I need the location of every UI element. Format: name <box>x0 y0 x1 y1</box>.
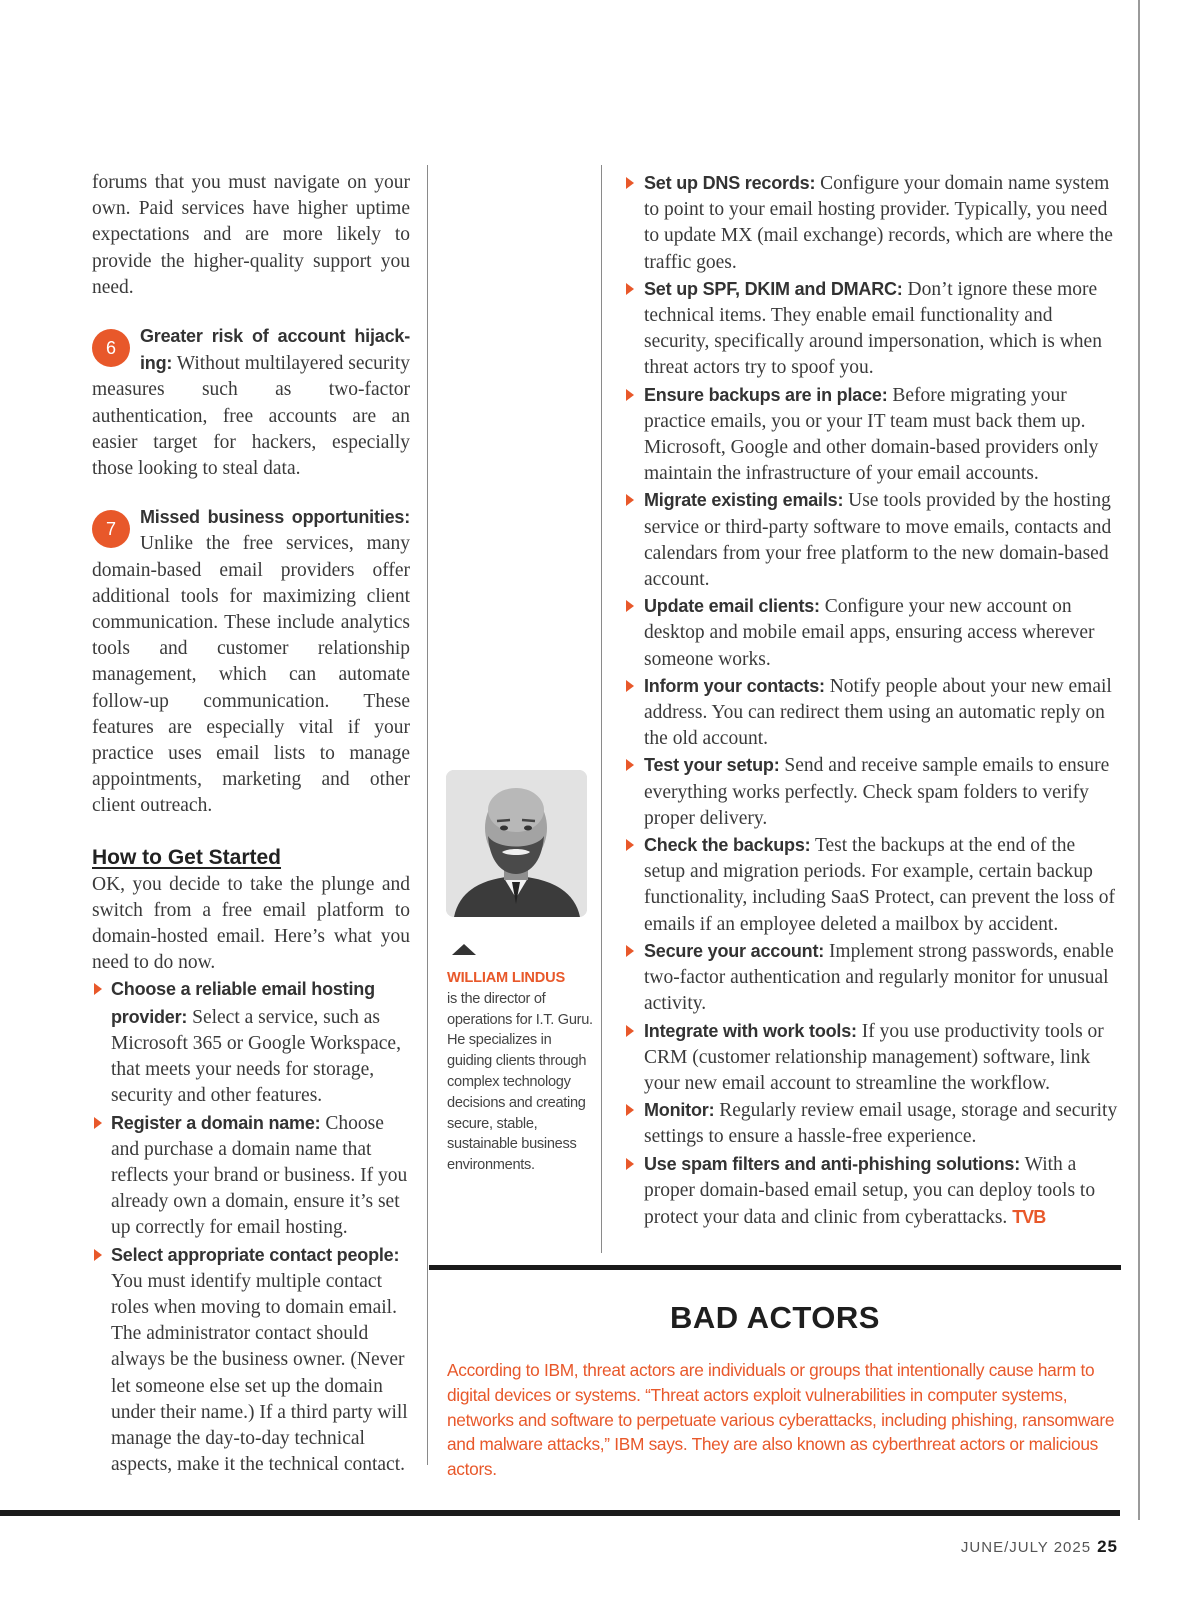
arrow-bullet-icon <box>626 494 634 506</box>
step-text: Use tools provided by the hosting service or third-party software to move emails, contacts and calendars from your free platform to the new domain-based account. <box>644 490 1112 591</box>
page-number: 25 <box>1097 1537 1118 1556</box>
left-column <box>92 170 410 1478</box>
step-text: Select a service, such as Microsoft 365 or Google Workspace, that meets your needs for storage, security and other features. <box>111 1006 401 1107</box>
step-item <box>624 832 1120 938</box>
numbered-item-7 <box>92 504 410 819</box>
step-lead: Inform your contacts: <box>644 675 825 696</box>
step-lead: Integrate with work tools: <box>644 1020 857 1041</box>
step-item <box>92 976 410 1109</box>
section-intro: OK, you decide to take the plunge and switch from a free email platform to domain-hosted email. Here’s what you need to do now. <box>92 873 410 974</box>
sidebar-title: BAD ACTORS <box>670 1300 880 1335</box>
page-edge-rule <box>1138 0 1140 1520</box>
step-lead: Set up SPF, DKIM and DMARC: <box>644 278 903 299</box>
author-description: is the director of operations for I.T. Guru. He specializes in guiding clients through complex technology decisions and creating secure, stable, sustainable business environments. <box>447 990 593 1174</box>
issue-date: JUNE/JULY 2025 <box>960 1539 1092 1556</box>
step-item <box>624 938 1120 1018</box>
step-text: Before migrating your practice emails, you or your IT team must back them up. Microsoft, Google and other domain-based providers only maintain the infrastructure of your email accounts. <box>644 384 1099 485</box>
step-text: Implement strong passwords, enable two-factor authentication and regularly monitor for unusual activity. <box>644 940 1114 1015</box>
author-photo <box>446 770 587 917</box>
step-item <box>624 1097 1120 1150</box>
numbered-item-6 <box>92 323 410 482</box>
item-lead: Greater risk of account hijack-ing: <box>140 326 410 374</box>
steps-list-right <box>624 170 1120 1231</box>
step-lead: Update email clients: <box>644 596 820 617</box>
arrow-bullet-icon <box>626 1025 634 1037</box>
arrow-bullet-icon <box>626 177 634 189</box>
step-lead: Check the backups: <box>644 835 811 856</box>
step-text: Configure your new account on desktop and mobile email apps, ensuring access wherever someone works. <box>644 596 1095 670</box>
step-item <box>624 382 1120 488</box>
tvb-end-mark: TVB <box>1012 1206 1046 1227</box>
step-item <box>624 276 1120 382</box>
arrow-bullet-icon <box>626 945 634 957</box>
item-text: Without multilayered security measures such as two-factor authentication, free accounts are an easier target for hackers, especially those looking to steal data. <box>92 353 410 480</box>
column-divider <box>427 165 428 1465</box>
step-lead: Ensure backups are in place: <box>644 384 888 405</box>
step-text: Send and receive sample emails to ensure everything works perfectly. Check spam folders to verify proper delivery. <box>644 755 1110 829</box>
step-item <box>92 1242 410 1479</box>
step-text: You must identify multiple contact roles when moving to domain email. The administrator contact should always be the business owner. (Never let someone else set up the domain under their name.) If a third party will manage the day-to-day technical aspects, make it the technical contact. <box>111 1270 408 1476</box>
item-lead: Missed business opportunities: <box>140 507 410 528</box>
step-text: Regularly review email usage, storage and security settings to ensure a hassle-free experience. <box>644 1100 1118 1148</box>
step-item <box>624 487 1120 593</box>
step-lead: Monitor: <box>644 1100 715 1121</box>
step-text: Test the backups at the end of the setup and migration periods. For example, certain backup functionality, including SaaS Protect, can prevent the loss of emails if an employee deleted a mailbox by accident. <box>644 835 1115 935</box>
step-item <box>624 1151 1120 1232</box>
step-item <box>624 593 1120 673</box>
author-portrait-image <box>446 770 587 917</box>
step-item <box>92 1110 410 1242</box>
step-lead: Migrate existing emails: <box>644 490 844 511</box>
caret-up-icon <box>452 944 476 955</box>
step-lead: Use spam filters and anti-phishing solutions: <box>644 1153 1021 1174</box>
arrow-bullet-icon <box>94 983 102 995</box>
step-text: Don’t ignore these more technical items. They enable email functionality and security, specifically around impersonation, which is when threat actors try to spoof you. <box>644 278 1102 379</box>
page-footer <box>961 1537 1118 1557</box>
step-item <box>624 752 1120 832</box>
arrow-bullet-icon <box>626 389 634 401</box>
column-divider <box>601 165 602 1253</box>
step-item <box>624 673 1120 753</box>
intro-paragraph: forums that you must navigate on your own. Paid services have higher uptime expectations and are more likely to provide the higher-quality support you need. <box>92 172 410 298</box>
sidebar-top-rule <box>429 1265 1121 1270</box>
arrow-bullet-icon <box>626 1104 634 1116</box>
right-column <box>624 170 1120 1231</box>
arrow-bullet-icon <box>94 1249 102 1261</box>
step-item <box>624 170 1120 276</box>
step-lead: Test your setup: <box>644 755 780 776</box>
step-item <box>624 1018 1120 1098</box>
arrow-bullet-icon <box>626 283 634 295</box>
step-text: Choose and purchase a domain name that reflects your brand or business. If you already own a domain, ensure it’s set up correctly for email hosting. <box>111 1112 408 1239</box>
sidebar-text: According to IBM, threat actors are individuals or groups that intentionally cause harm to digital devices or systems. “Threat actors exploit vulnerabilities in computer systems, networks and software to perpetuate various cyberattacks, including phishing, ransomware and malware attacks,” IBM says. They are also known as cyberthreat actors or malicious actors. <box>447 1360 1115 1480</box>
arrow-bullet-icon <box>626 600 634 612</box>
arrow-bullet-icon <box>626 1158 634 1170</box>
step-text: Configure your domain name system to point to your email hosting provider. Typically, you need to update MX (mail exchange) records, which are where the traffic goes. <box>644 173 1113 273</box>
item-text: Unlike the free services, many domain-based email providers offer additional tools for maximizing client communication. These include analytics tools and customer relationship management, which can automate follow-up communication. These features are especially vital if your practice uses email lists to manage appointments, marketing and other client outreach. <box>92 533 410 817</box>
arrow-bullet-icon <box>94 1117 102 1129</box>
steps-list-left <box>92 976 410 1478</box>
step-lead: Set up DNS records: <box>644 173 816 193</box>
author-bio <box>447 968 597 1176</box>
arrow-bullet-icon <box>626 759 634 771</box>
arrow-bullet-icon <box>626 680 634 692</box>
step-text: If you use productivity tools or CRM (customer relationship management) software, link your new email account to streamline the workflow. <box>644 1020 1104 1094</box>
number-badge: 6 <box>92 329 130 367</box>
author-name: WILLIAM LINDUS <box>447 970 565 986</box>
step-lead: Register a domain name: <box>111 1112 321 1133</box>
footer-rule <box>0 1510 1120 1516</box>
step-lead: Select appropriate contact people: <box>111 1244 400 1265</box>
number-badge: 7 <box>92 510 130 548</box>
step-text: With a proper domain-based email setup, you can deploy tools to protect your data and clinic from cyberattacks. <box>644 1153 1096 1228</box>
arrow-bullet-icon <box>626 839 634 851</box>
step-text: Notify people about your new email address. You can redirect them using an automatic reply on the old account. <box>644 675 1112 750</box>
section-heading: How to Get Started <box>92 845 282 869</box>
step-lead: Secure your account: <box>644 940 825 961</box>
step-lead: Choose a reliable email hosting provider: <box>111 979 375 1027</box>
